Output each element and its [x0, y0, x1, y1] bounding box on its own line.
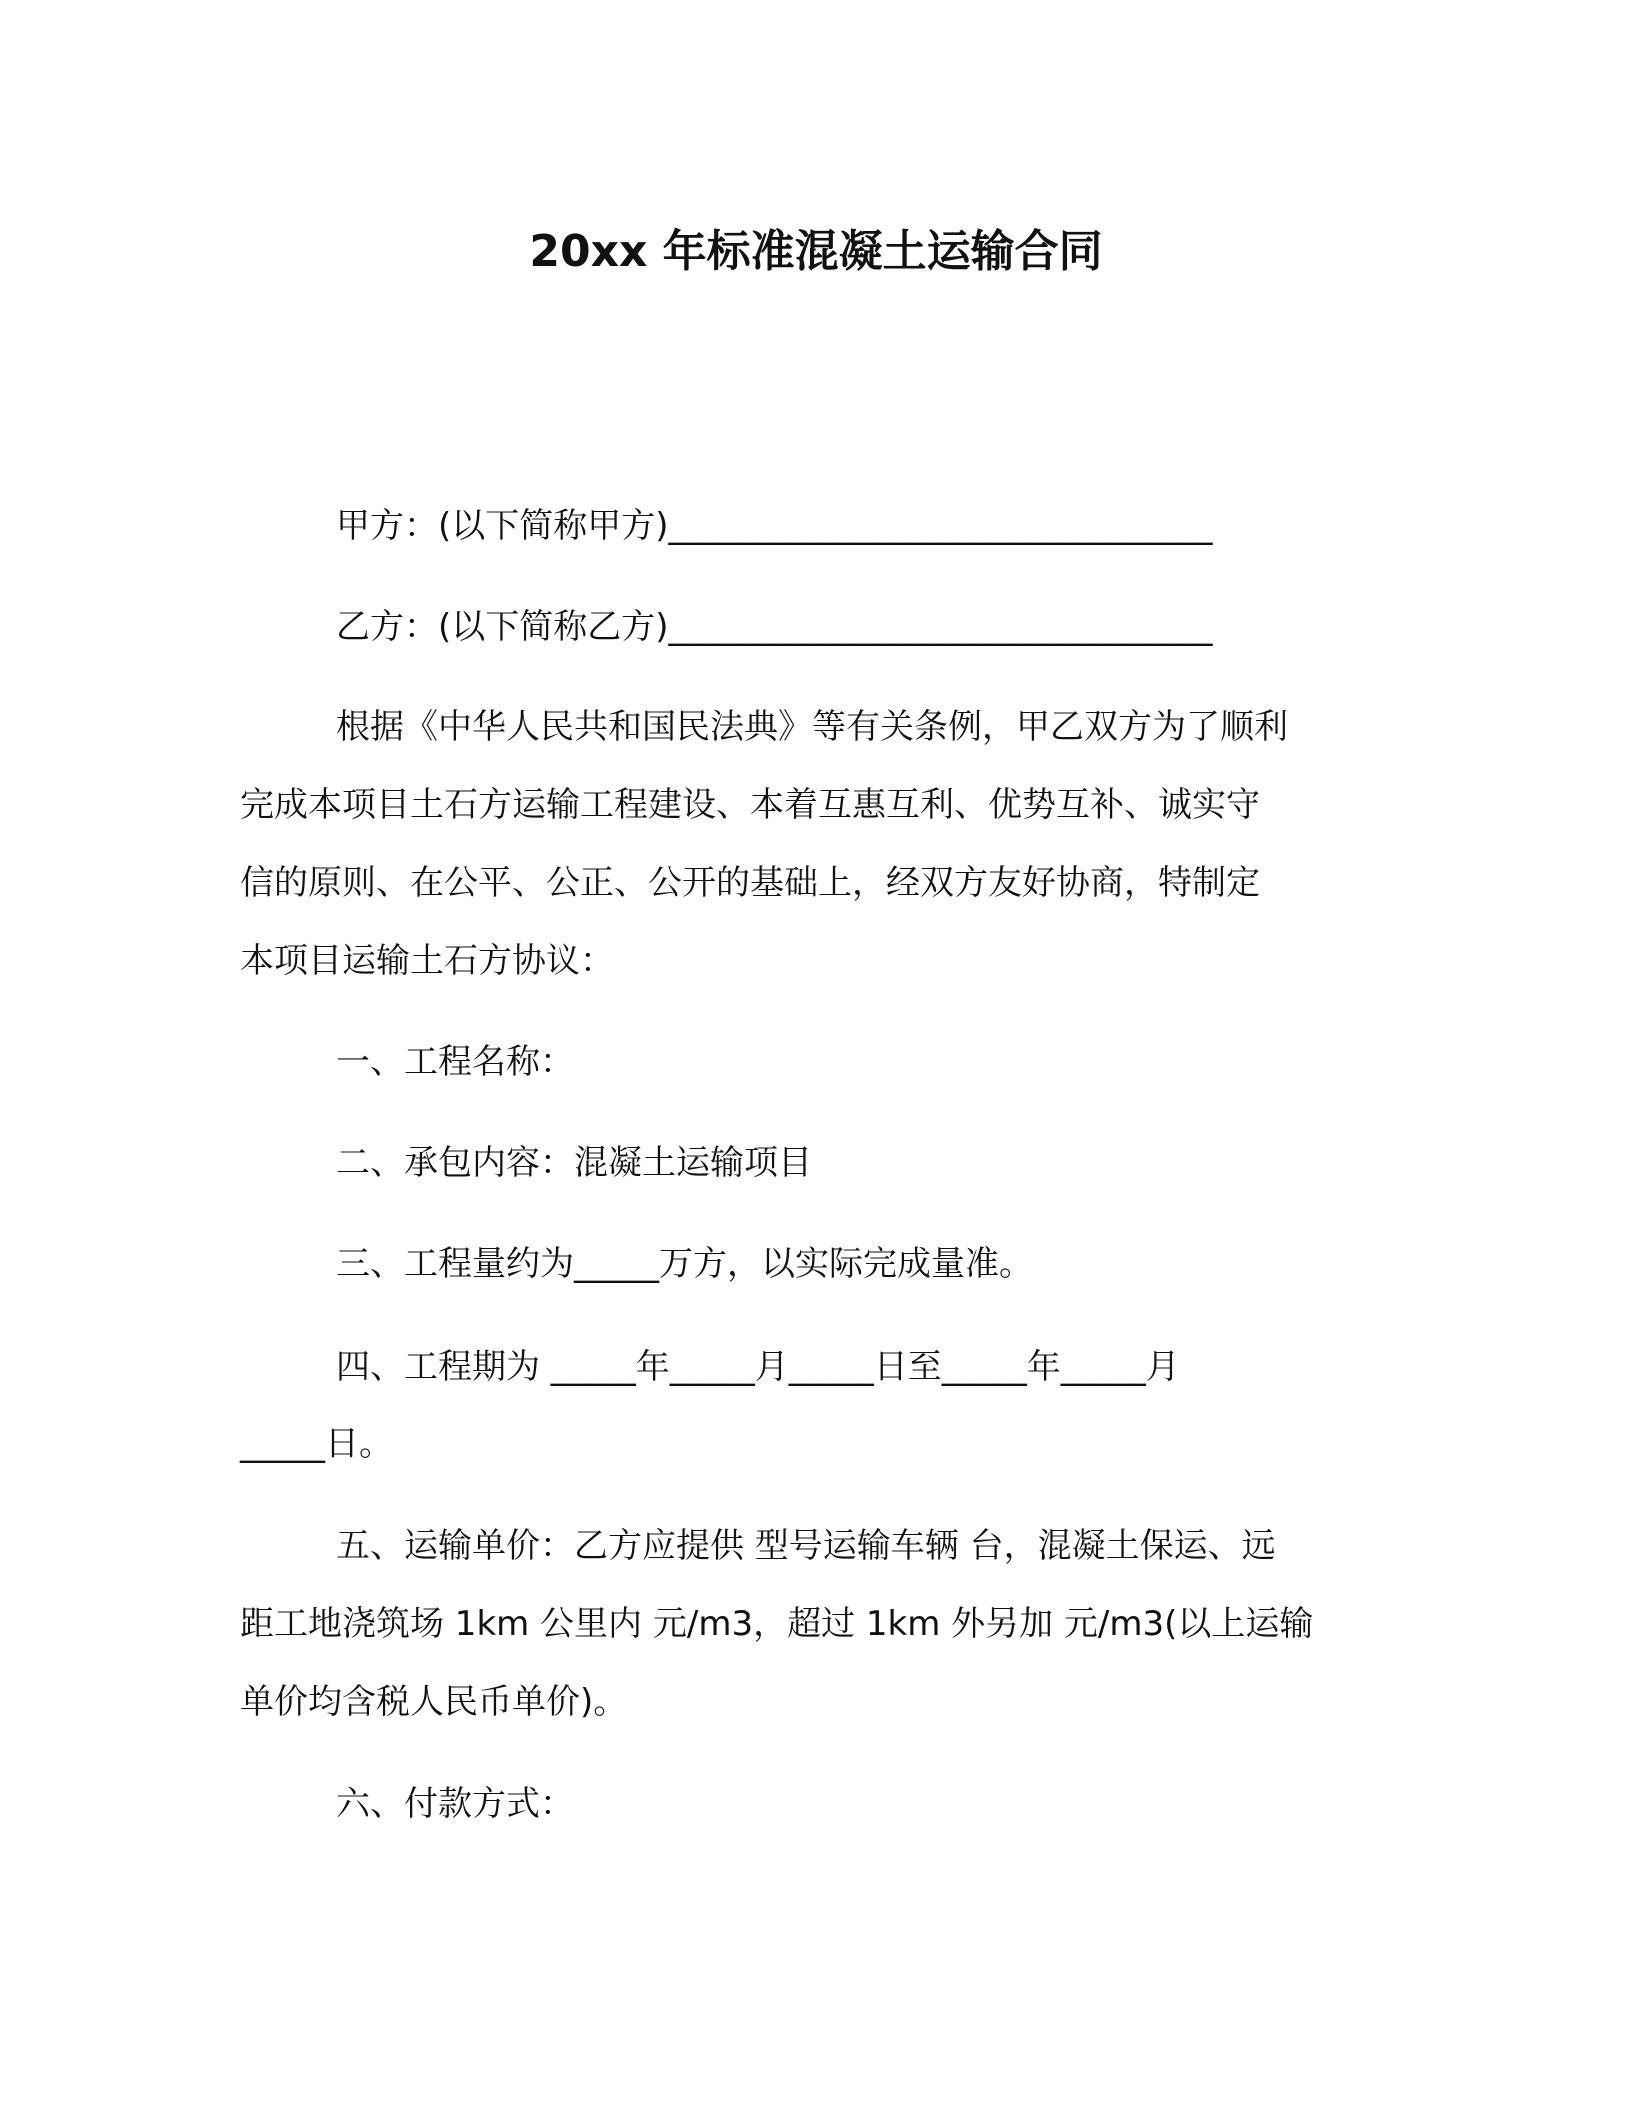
intro-line-4: 本项目运输土石方协议： [240, 941, 614, 981]
clause-1: 一、工程名称： [336, 1042, 574, 1082]
party-b-line: 乙方：(以下简称乙方)________________________________ [336, 607, 1213, 647]
clause-2: 二、承包内容：混凝土运输项目 [336, 1143, 812, 1183]
intro-line-2: 完成本项目土石方运输工程建设、本着互惠互利、优势互补、诚实守 [240, 785, 1260, 825]
party-a-line: 甲方：(以下简称甲方)________________________________ [336, 506, 1213, 546]
clause-5-line-1: 五、运输单价：乙方应提供 型号运输车辆 台，混凝土保运、远 [336, 1526, 1276, 1566]
clause-3: 三、工程量约为_____万方，以实际完成量准。 [336, 1244, 1033, 1284]
intro-line-1: 根据《中华人民共和国民法典》等有关条例，甲乙双方为了顺利 [336, 707, 1288, 747]
clause-4-line-1: 四、工程期为 _____年_____月_____日至_____年_____月 [336, 1347, 1180, 1387]
clause-5-line-3: 单价均含税人民币单价)。 [240, 1682, 628, 1722]
clause-6: 六、付款方式： [336, 1784, 574, 1824]
clause-4-line-2: _____日。 [240, 1424, 393, 1464]
clause-5-line-2: 距工地浇筑场 1km 公里内 元/m3，超过 1km 外另加 元/m3(以上运输 [240, 1604, 1314, 1644]
intro-line-3: 信的原则、在公平、公正、公开的基础上，经双方友好协商，特制定 [240, 863, 1260, 903]
document-title: 20xx 年标准混凝土运输合同 [529, 226, 1103, 277]
